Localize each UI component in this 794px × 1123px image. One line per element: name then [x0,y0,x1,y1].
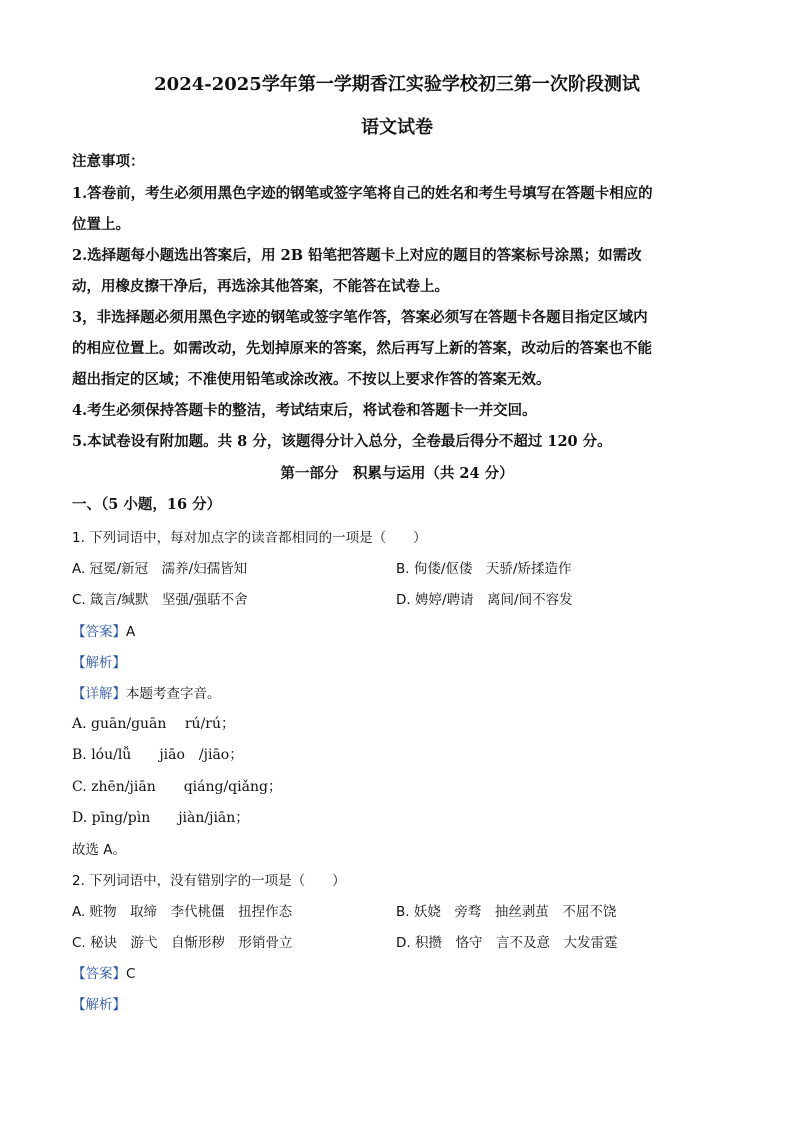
analysis-tag: 【解析】 [72,655,126,671]
answer-line [72,620,135,640]
answer-tag: 【答案】 [72,624,126,640]
notice-heading: 注意事项： [72,153,145,170]
notice-line: 4.考生必须保持答题卡的整洁，考试结束后，将试卷和答题卡一并交回。 [72,402,537,419]
detail-line [72,682,221,702]
answer-tag: 【答案】 [72,966,126,982]
pinyin-line: C. zhēn/jiān qiáng/qiǎng； [72,779,282,795]
answer-value: C [126,966,136,982]
option-d: D. 娉婷/聘请 离间/间不容发 [396,592,573,608]
option-a: A. 赃物 取缔 李代桃僵 扭捏作态 [72,904,293,920]
section-heading: 一、（5 小题，16 分） [72,496,222,513]
option-c: C. 秘诀 游弋 自惭形秽 形销骨立 [72,935,293,951]
notice-line: 的相应位置上。如需改动，先划掉原来的答案，然后再写上新的答案，改动后的答案也不能 [72,340,652,357]
conclusion: 故选 A。 [72,842,127,858]
notice-line: 2.选择题每小题选出答案后，用 2B 铅笔把答题卡上对应的题目的答案标号涂黑；如需改 [72,247,642,264]
notice-line: 超出指定的区域；不准使用铅笔或涂改液。不按以上要求作答的答案无效。 [72,371,551,388]
notice-line: 3，非选择题必须用黑色字迹的钢笔或签字笔作答，答案必须写在答题卡各题目指定区域内 [72,309,648,326]
notice-line: 5.本试卷设有附加题。共 8 分，该题得分计入总分，全卷最后得分不超过 120 分。 [72,433,612,450]
pinyin-line: A. guān/guān rú/rú； [72,716,235,732]
option-a: A. 冠冕/新冠 濡养/妇孺皆知 [72,561,248,577]
option-b: B. 妖娆 旁骛 抽丝剥茧 不屈不饶 [396,904,617,920]
pinyin-line: B. lóu/lǚ jiāo /jiāo； [72,747,244,763]
notice-line: 1.答卷前，考生必须用黑色字迹的钢笔或签字笔将自己的姓名和考生号填写在答题卡相应的 [72,185,653,202]
notice-line: 位置上。 [72,216,130,233]
option-b: B. 佝偻/伛偻 天骄/矫揉造作 [396,561,572,577]
answer-value: A [126,624,136,640]
notice-line: 动，用橡皮擦干净后，再选涂其他答案，不能答在试卷上。 [72,278,449,295]
option-c: C. 箴言/缄默 坚强/强聒不舍 [72,592,248,608]
pinyin-line: D. pīng/pìn jiàn/jiān； [72,810,250,826]
part-heading: 第一部分 积累与运用（共 24 分） [280,465,514,482]
question-stem: 1. 下列词语中，每对加点字的读音都相同的一项是（ ） [72,530,427,546]
analysis-tag: 【解析】 [72,997,126,1013]
answer-line [72,962,135,982]
detail-text: 本题考查字音。 [126,686,221,702]
detail-tag: 【详解】 [72,686,126,702]
page-title: 2024-2025学年第一学期香江实验学校初三第一次阶段测试 [154,74,640,95]
question-stem: 2. 下列词语中，没有错别字的一项是（ ） [72,873,346,889]
page-subtitle: 语文试卷 [361,117,433,138]
option-d: D. 积攒 恪守 言不及意 大发雷霆 [396,935,618,951]
